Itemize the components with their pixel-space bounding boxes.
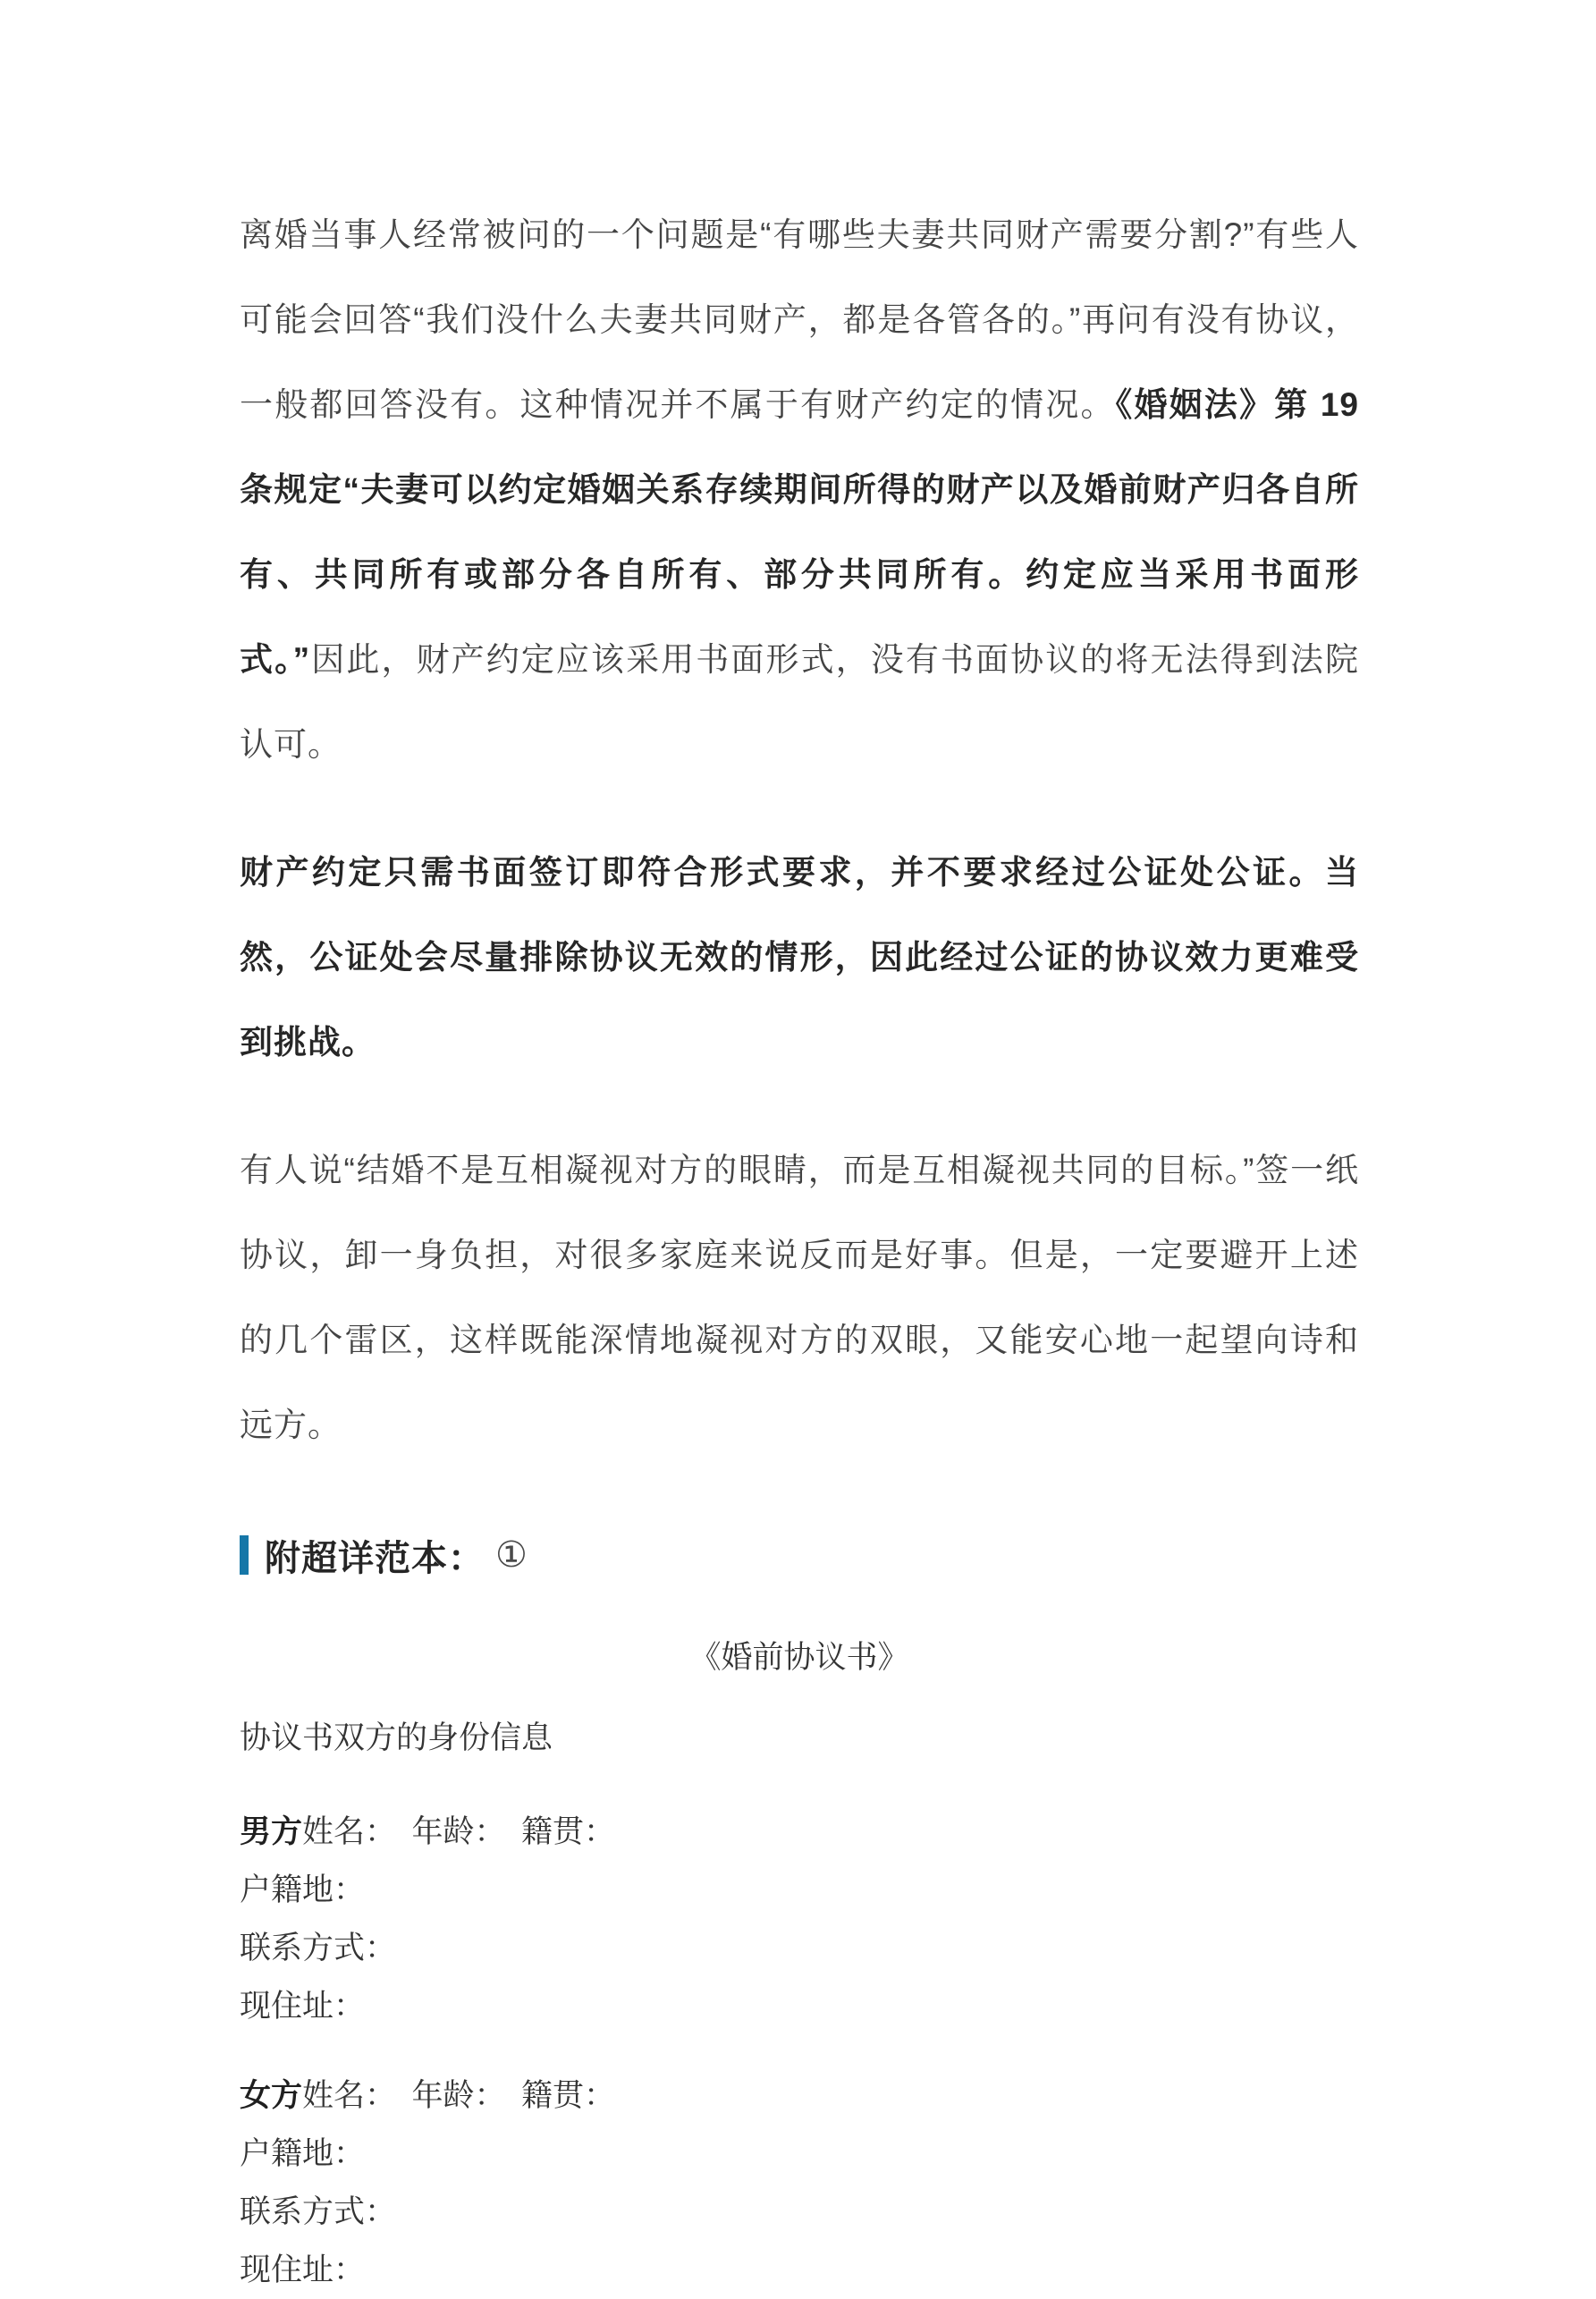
party-male-block — [240, 1803, 1359, 2035]
accent-bar-icon — [240, 1535, 249, 1575]
section-heading-label: 附超详范本： — [265, 1538, 485, 1578]
section-heading — [240, 1528, 1359, 1582]
paragraph-intro-bold-law-quote: 《婚姻法》第 19 条规定“夫妻可以约定婚姻关系存续期间所得的财产以及婚前财产归各自所有、共同所有或部分各自所有、部分共同所有。约定应当采用书面形式。” — [240, 386, 1360, 678]
paragraph-notarization: 财产约定只需书面签订即符合形式要求，并不要求经过公证处公证。当然，公证处会尽量排除协议无效的情形，因此经过公证的协议效力更难受到挑战。 — [240, 854, 1359, 1061]
party-female-line-contact: 联系方式： — [240, 2194, 397, 2229]
party-male-line-contact: 联系方式： — [240, 1931, 397, 1965]
party-male-fields-line — [240, 1803, 1359, 1861]
party-female-line-household: 户籍地： — [240, 2136, 366, 2171]
paragraph-conclusion: 有人说“结婚不是互相凝视对方的眼睛，而是互相凝视共同的目标。”签一纸协议，卸一身负担，对很多家庭来说反而是好事。但是，一定要避开上述的几个雷区，这样既能深情地凝视对方的双眼，又能安心地一起望向诗和远方。 — [240, 1152, 1359, 1443]
agreement-intro-line: 协议书双方的身份信息 — [240, 1720, 553, 1755]
party-female-block — [240, 2067, 1359, 2299]
party-female-inline-fields: 姓名： 年龄： 籍贯： — [302, 2078, 616, 2113]
party-male-inline-fields: 姓名： 年龄： 籍贯： — [302, 1814, 616, 1849]
agreement-title: 《婚前协议书》 — [689, 1640, 909, 1675]
party-female-fields-line — [240, 2067, 1359, 2125]
party-female-label: 女方 — [240, 2078, 303, 2113]
party-male-line-address: 现住址： — [240, 1989, 366, 2024]
paragraph-intro-normal-start: 离婚当事人经常被问的一个问题是“有哪些夫妻共同财产需要分割?”有些人可能会回答“我们没什么夫妻共同财产，都是各管各的。”再问有没有协议，一般都回答没有。这种情况并不属于有财产约定的情况。 — [240, 216, 1359, 423]
paragraph-intro-normal-end: 因此，财产约定应该采用书面形式，没有书面协议的将无法得到法院认可。 — [240, 641, 1359, 763]
paragraph-intro — [240, 192, 1359, 787]
section-heading-marker-circled-one: ① — [495, 1535, 528, 1575]
agreement-template — [240, 1631, 1359, 2299]
party-male-line-household: 户籍地： — [240, 1872, 366, 1907]
party-male-label: 男方 — [240, 1814, 303, 1849]
party-female-line-address: 现住址： — [240, 2253, 366, 2287]
